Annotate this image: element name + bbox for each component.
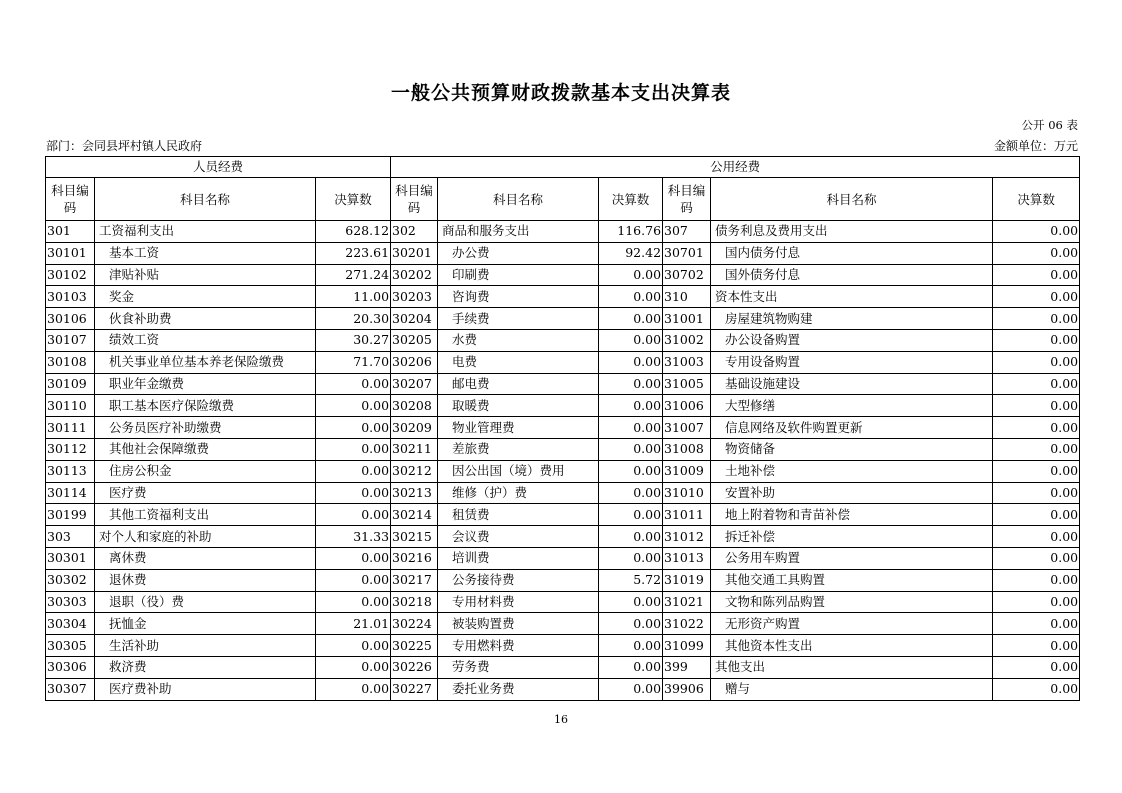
table-row (46, 504, 1080, 526)
subject-code: 30212 (391, 460, 438, 482)
subject-code: 30102 (46, 264, 95, 286)
amount-value: 0.00 (316, 656, 391, 678)
subject-name: 工资福利支出 (95, 221, 316, 243)
subject-name: 委托业务费 (438, 678, 599, 700)
subject-name: 抚恤金 (95, 613, 316, 635)
subject-code: 310 (663, 286, 711, 308)
amount-value: 0.00 (316, 482, 391, 504)
amount-value: 71.70 (316, 351, 391, 373)
subject-code: 30209 (391, 417, 438, 439)
table-row (46, 417, 1080, 439)
subject-name: 无形资产购置 (711, 613, 993, 635)
subject-code: 30702 (663, 264, 711, 286)
subject-name: 资本性支出 (711, 286, 993, 308)
amount-value: 0.00 (993, 613, 1080, 635)
subject-code: 30108 (46, 351, 95, 373)
subject-name: 退休费 (95, 569, 316, 591)
header-amount: 决算数 (599, 178, 663, 221)
table-row (46, 613, 1080, 635)
subject-code: 30225 (391, 635, 438, 657)
subject-name: 专用设备购置 (711, 351, 993, 373)
amount-value: 0.00 (599, 504, 663, 526)
subject-name: 津贴补贴 (95, 264, 316, 286)
subject-code: 30305 (46, 635, 95, 657)
amount-value: 0.00 (599, 373, 663, 395)
subject-name: 维修（护）费 (438, 482, 599, 504)
table-row (46, 351, 1080, 373)
subject-name: 国外债务付息 (711, 264, 993, 286)
subject-name: 物业管理费 (438, 417, 599, 439)
subject-code: 31012 (663, 526, 711, 548)
column-header-row (46, 178, 1080, 221)
amount-value: 628.12 (316, 221, 391, 243)
amount-value: 11.00 (316, 286, 391, 308)
subject-code: 31002 (663, 329, 711, 351)
subject-name: 其他工资福利支出 (95, 504, 316, 526)
subject-name: 水费 (438, 329, 599, 351)
subject-name: 其他资本性支出 (711, 635, 993, 657)
amount-value: 0.00 (316, 678, 391, 700)
amount-value: 0.00 (993, 264, 1080, 286)
amount-value: 0.00 (316, 438, 391, 460)
amount-value: 0.00 (993, 417, 1080, 439)
amount-value: 21.01 (316, 613, 391, 635)
subject-name: 债务利息及费用支出 (711, 221, 993, 243)
subject-name: 取暖费 (438, 395, 599, 417)
table-row (46, 526, 1080, 548)
table-row (46, 656, 1080, 678)
amount-value: 0.00 (599, 460, 663, 482)
subject-name: 基本工资 (95, 242, 316, 264)
amount-value: 0.00 (993, 438, 1080, 460)
subject-code: 30106 (46, 308, 95, 330)
amount-value: 0.00 (993, 482, 1080, 504)
subject-code: 302 (391, 221, 438, 243)
amount-value: 0.00 (993, 373, 1080, 395)
subject-code: 30207 (391, 373, 438, 395)
subject-code: 30306 (46, 656, 95, 678)
subject-code: 30114 (46, 482, 95, 504)
subject-code: 30103 (46, 286, 95, 308)
amount-value: 0.00 (993, 504, 1080, 526)
subject-code: 30112 (46, 438, 95, 460)
subject-name: 培训费 (438, 547, 599, 569)
subject-name: 办公设备购置 (711, 329, 993, 351)
amount-value: 0.00 (993, 635, 1080, 657)
amount-value: 0.00 (993, 242, 1080, 264)
amount-value: 271.24 (316, 264, 391, 286)
amount-value: 0.00 (599, 678, 663, 700)
subject-name: 生活补助 (95, 635, 316, 657)
amount-value: 0.00 (599, 526, 663, 548)
subject-name: 公务用车购置 (711, 547, 993, 569)
subject-name: 咨询费 (438, 286, 599, 308)
subject-code: 30113 (46, 460, 95, 482)
subject-code: 39906 (663, 678, 711, 700)
subject-code: 30217 (391, 569, 438, 591)
amount-value: 0.00 (599, 591, 663, 613)
subject-code: 31011 (663, 504, 711, 526)
subject-name: 电费 (438, 351, 599, 373)
table-row (46, 547, 1080, 569)
amount-value: 0.00 (599, 635, 663, 657)
amount-value: 0.00 (993, 591, 1080, 613)
subject-code: 30211 (391, 438, 438, 460)
amount-value: 20.30 (316, 308, 391, 330)
subject-name: 会议费 (438, 526, 599, 548)
subject-name: 其他交通工具购置 (711, 569, 993, 591)
amount-value: 0.00 (316, 417, 391, 439)
subject-name: 房屋建筑物购建 (711, 308, 993, 330)
table-row (46, 264, 1080, 286)
subject-code: 30101 (46, 242, 95, 264)
amount-value: 0.00 (993, 526, 1080, 548)
header-code: 科目编码 (46, 178, 95, 221)
amount-value: 223.61 (316, 242, 391, 264)
subject-code: 31009 (663, 460, 711, 482)
department-label: 部门：会同县坪村镇人民政府 (46, 139, 203, 153)
subject-name: 伙食补助费 (95, 308, 316, 330)
subject-name: 救济费 (95, 656, 316, 678)
subject-code: 30208 (391, 395, 438, 417)
subject-name: 办公费 (438, 242, 599, 264)
amount-value: 0.00 (599, 351, 663, 373)
subject-name: 国内债务付息 (711, 242, 993, 264)
subject-name: 手续费 (438, 308, 599, 330)
amount-value: 0.00 (993, 678, 1080, 700)
amount-value: 0.00 (993, 308, 1080, 330)
amount-value: 0.00 (993, 547, 1080, 569)
subject-name: 机关事业单位基本养老保险缴费 (95, 351, 316, 373)
subject-code: 31006 (663, 395, 711, 417)
subject-code: 30109 (46, 373, 95, 395)
subject-name: 劳务费 (438, 656, 599, 678)
page-number: 16 (554, 713, 568, 726)
amount-value: 0.00 (599, 547, 663, 569)
subject-name: 退职（役）费 (95, 591, 316, 613)
subject-code: 30206 (391, 351, 438, 373)
subject-code: 30304 (46, 613, 95, 635)
group-public: 公用经费 (391, 157, 1080, 178)
subject-code: 30215 (391, 526, 438, 548)
amount-value: 0.00 (316, 504, 391, 526)
subject-name: 印刷费 (438, 264, 599, 286)
subject-name: 医疗费 (95, 482, 316, 504)
subject-code: 31021 (663, 591, 711, 613)
header-name: 科目名称 (438, 178, 599, 221)
amount-value: 0.00 (993, 286, 1080, 308)
subject-code: 30701 (663, 242, 711, 264)
subject-name: 因公出国（境）费用 (438, 460, 599, 482)
subject-code: 31019 (663, 569, 711, 591)
table-row (46, 678, 1080, 700)
subject-code: 31001 (663, 308, 711, 330)
amount-value: 0.00 (599, 656, 663, 678)
subject-code: 301 (46, 221, 95, 243)
subject-code: 30218 (391, 591, 438, 613)
subject-code: 30199 (46, 504, 95, 526)
subject-name: 文物和陈列品购置 (711, 591, 993, 613)
subject-code: 31022 (663, 613, 711, 635)
amount-value: 0.00 (599, 482, 663, 504)
subject-name: 公务接待费 (438, 569, 599, 591)
subject-code: 30204 (391, 308, 438, 330)
amount-value: 5.72 (599, 569, 663, 591)
amount-value: 0.00 (316, 569, 391, 591)
subject-name: 医疗费补助 (95, 678, 316, 700)
subject-name: 土地补偿 (711, 460, 993, 482)
table-row (46, 635, 1080, 657)
subject-code: 30227 (391, 678, 438, 700)
amount-value: 0.00 (316, 460, 391, 482)
subject-name: 租赁费 (438, 504, 599, 526)
subject-code: 30111 (46, 417, 95, 439)
amount-value: 0.00 (599, 395, 663, 417)
subject-code: 30213 (391, 482, 438, 504)
header-amount: 决算数 (316, 178, 391, 221)
subject-name: 其他社会保障缴费 (95, 438, 316, 460)
amount-value: 30.27 (316, 329, 391, 351)
subject-code: 31003 (663, 351, 711, 373)
subject-name: 拆迁补偿 (711, 526, 993, 548)
amount-value: 0.00 (599, 417, 663, 439)
subject-code: 30214 (391, 504, 438, 526)
amount-value: 0.00 (993, 569, 1080, 591)
amount-value: 0.00 (993, 221, 1080, 243)
amount-value: 0.00 (599, 286, 663, 308)
subject-name: 被装购置费 (438, 613, 599, 635)
subject-name: 奖金 (95, 286, 316, 308)
subject-name: 专用燃料费 (438, 635, 599, 657)
table-row (46, 242, 1080, 264)
header-code: 科目编码 (391, 178, 438, 221)
subject-name: 信息网络及软件购置更新 (711, 417, 993, 439)
table-body (46, 157, 1080, 701)
table-row (46, 395, 1080, 417)
amount-value: 0.00 (993, 329, 1080, 351)
table-row (46, 569, 1080, 591)
table-row (46, 373, 1080, 395)
subject-code: 31010 (663, 482, 711, 504)
amount-value: 0.00 (316, 591, 391, 613)
amount-value: 0.00 (316, 373, 391, 395)
subject-name: 地上附着物和青苗补偿 (711, 504, 993, 526)
subject-code: 303 (46, 526, 95, 548)
amount-value: 0.00 (316, 395, 391, 417)
amount-value: 0.00 (993, 460, 1080, 482)
table-row (46, 460, 1080, 482)
subject-code: 31008 (663, 438, 711, 460)
subject-code: 30205 (391, 329, 438, 351)
table-row (46, 221, 1080, 243)
subject-code: 30301 (46, 547, 95, 569)
subject-name: 职业年金缴费 (95, 373, 316, 395)
subject-name: 物资储备 (711, 438, 993, 460)
subject-name: 职工基本医疗保险缴费 (95, 395, 316, 417)
subject-name: 赠与 (711, 678, 993, 700)
subject-name: 对个人和家庭的补助 (95, 526, 316, 548)
subject-code: 31013 (663, 547, 711, 569)
amount-value: 0.00 (993, 395, 1080, 417)
subject-code: 30202 (391, 264, 438, 286)
amount-value: 0.00 (599, 613, 663, 635)
page-title: 一般公共预算财政拨款基本支出决算表 (390, 82, 731, 104)
amount-value: 0.00 (599, 438, 663, 460)
table-row (46, 286, 1080, 308)
subject-name: 离休费 (95, 547, 316, 569)
expenditure-table (45, 156, 1080, 701)
subject-code: 30224 (391, 613, 438, 635)
header-code: 科目编码 (663, 178, 711, 221)
subject-name: 绩效工资 (95, 329, 316, 351)
subject-name: 公务员医疗补助缴费 (95, 417, 316, 439)
table-row (46, 482, 1080, 504)
subject-code: 307 (663, 221, 711, 243)
table-row (46, 438, 1080, 460)
amount-value: 0.00 (993, 656, 1080, 678)
subject-code: 30302 (46, 569, 95, 591)
amount-value: 0.00 (316, 547, 391, 569)
amount-value: 116.76 (599, 221, 663, 243)
subject-code: 30303 (46, 591, 95, 613)
subject-code: 31099 (663, 635, 711, 657)
amount-value: 0.00 (599, 264, 663, 286)
subject-name: 商品和服务支出 (438, 221, 599, 243)
form-number: 公开 06 表 (1021, 118, 1078, 132)
subject-code: 30107 (46, 329, 95, 351)
amount-value: 0.00 (599, 329, 663, 351)
subject-code: 31007 (663, 417, 711, 439)
header-name: 科目名称 (711, 178, 993, 221)
table-row (46, 308, 1080, 330)
subject-code: 31005 (663, 373, 711, 395)
subject-name: 其他支出 (711, 656, 993, 678)
subject-name: 住房公积金 (95, 460, 316, 482)
amount-value: 0.00 (599, 308, 663, 330)
group-personnel: 人员经费 (46, 157, 391, 178)
subject-code: 30201 (391, 242, 438, 264)
amount-value: 0.00 (993, 351, 1080, 373)
subject-code: 30226 (391, 656, 438, 678)
subject-code: 399 (663, 656, 711, 678)
subject-name: 邮电费 (438, 373, 599, 395)
subject-name: 大型修缮 (711, 395, 993, 417)
table-row (46, 329, 1080, 351)
header-name: 科目名称 (95, 178, 316, 221)
amount-value: 31.33 (316, 526, 391, 548)
subject-name: 专用材料费 (438, 591, 599, 613)
unit-label: 金额单位：万元 (993, 139, 1078, 153)
amount-value: 92.42 (599, 242, 663, 264)
subject-code: 30307 (46, 678, 95, 700)
subject-name: 基础设施建设 (711, 373, 993, 395)
subject-code: 30110 (46, 395, 95, 417)
group-header-row (46, 157, 1080, 178)
subject-code: 30203 (391, 286, 438, 308)
subject-name: 差旅费 (438, 438, 599, 460)
subject-code: 30216 (391, 547, 438, 569)
amount-value: 0.00 (316, 635, 391, 657)
header-amount: 决算数 (993, 178, 1080, 221)
table-row (46, 591, 1080, 613)
subject-name: 安置补助 (711, 482, 993, 504)
